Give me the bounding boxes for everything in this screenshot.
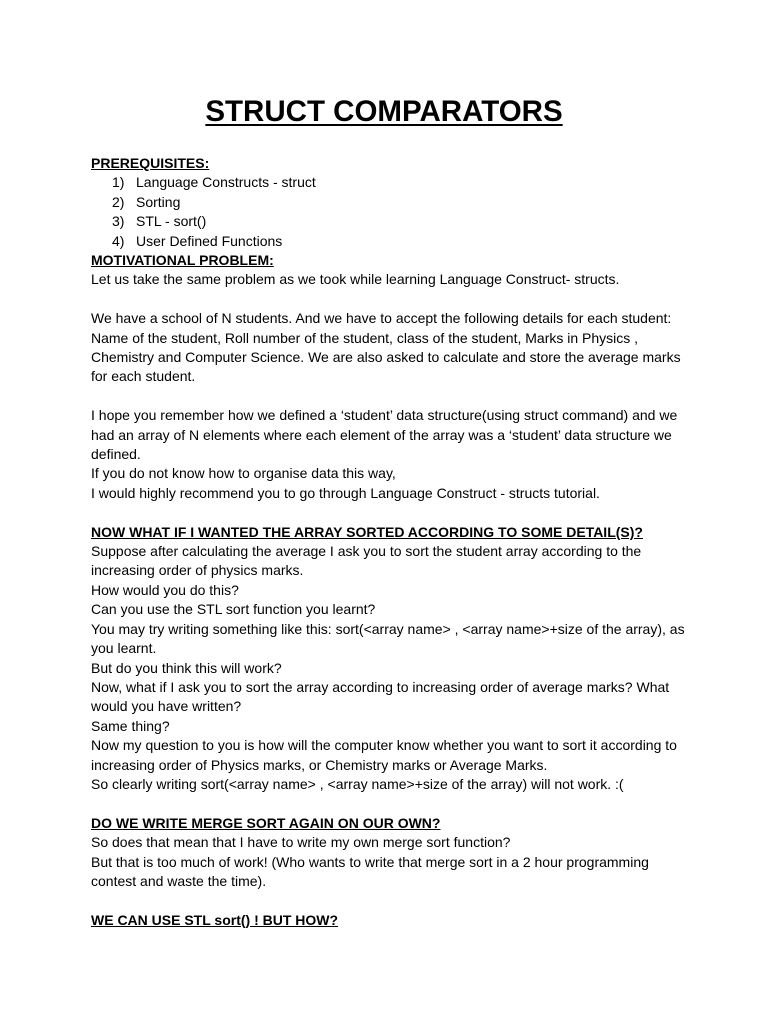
list-item-text: User Defined Functions [136,232,283,249]
list-item-text: STL - sort() [136,213,207,230]
paragraph: How would you do this? [91,581,239,598]
paragraph: Now my question to you is how will the computer know whether you want to sort it according to increasing order of Physics marks, or Chemistry marks or Average Marks. [91,737,677,773]
paragraph: If you do not know how to organise data this way, [91,465,396,482]
list-item [91,232,691,251]
paragraph: Now, what if I ask you to sort the array according to increasing order of average marks? What would you have written? [91,678,670,715]
merge-sort-heading: DO WE WRITE MERGE SORT AGAIN ON OUR OWN? [91,814,441,831]
motivational-problem-heading: MOTIVATIONAL PROBLEM: [91,252,274,269]
paragraph: Suppose after calculating the average I ask you to sort the student array according to the increasing order of physics marks. [91,543,642,579]
paragraph: So clearly writing sort(<array name> , <array name>+size of the array) will not work. :( [91,775,624,792]
list-item [91,212,691,231]
list-item-text: Sorting [136,193,181,210]
paragraph: You may try writing something like this: sort(<array name> , <array name>+size of the array), as you learnt. [91,620,685,657]
paragraph: But do you think this will work? [91,659,282,676]
list-item-number: 4) [112,232,125,249]
document-body [91,154,691,930]
paragraph: So does that mean that I have to write my own merge sort function? [91,834,511,851]
list-item [91,173,691,192]
paragraph: But that is too much of work! (Who wants to write that merge sort in a 2 hour programming contest and waste the time). [91,853,649,889]
paragraph: Same thing? [91,717,170,734]
paragraph: Can you use the STL sort function you learnt? [91,601,376,618]
list-item-number: 1) [112,174,125,191]
prerequisites-heading: PREREQUISITES: [91,155,210,171]
paragraph: We have a school of N students. And we have to accept the following details for each student: Name of the student, Roll number of the student, class of the student, Marks in Physics , Chemistry and Computer Science. We are also asked to calculate and store the average marks for each student. [91,310,681,385]
paragraph: I hope you remember how we defined a ‘student’ data structure(using struct command) and we had an array of N elements where each element of the array was a ‘student’ data structure we defined. [91,407,678,463]
paragraph: I would highly recommend you to go through Language Construct - structs tutorial. [91,484,600,501]
list-item-number: 3) [112,213,125,230]
list-item-number: 2) [112,193,125,210]
stl-sort-heading: WE CAN USE STL sort() ! BUT HOW? [91,911,339,928]
list-item-text: Language Constructs - struct [136,174,316,191]
sorted-array-heading: NOW WHAT IF I WANTED THE ARRAY SORTED ACCORDING TO SOME DETAIL(S)? [91,523,643,540]
page-title: STRUCT COMPARATORS [205,95,563,128]
list-item [91,193,691,212]
prerequisites-list [91,173,691,251]
paragraph: Let us take the same problem as we took while learning Language Construct- structs. [91,271,620,288]
